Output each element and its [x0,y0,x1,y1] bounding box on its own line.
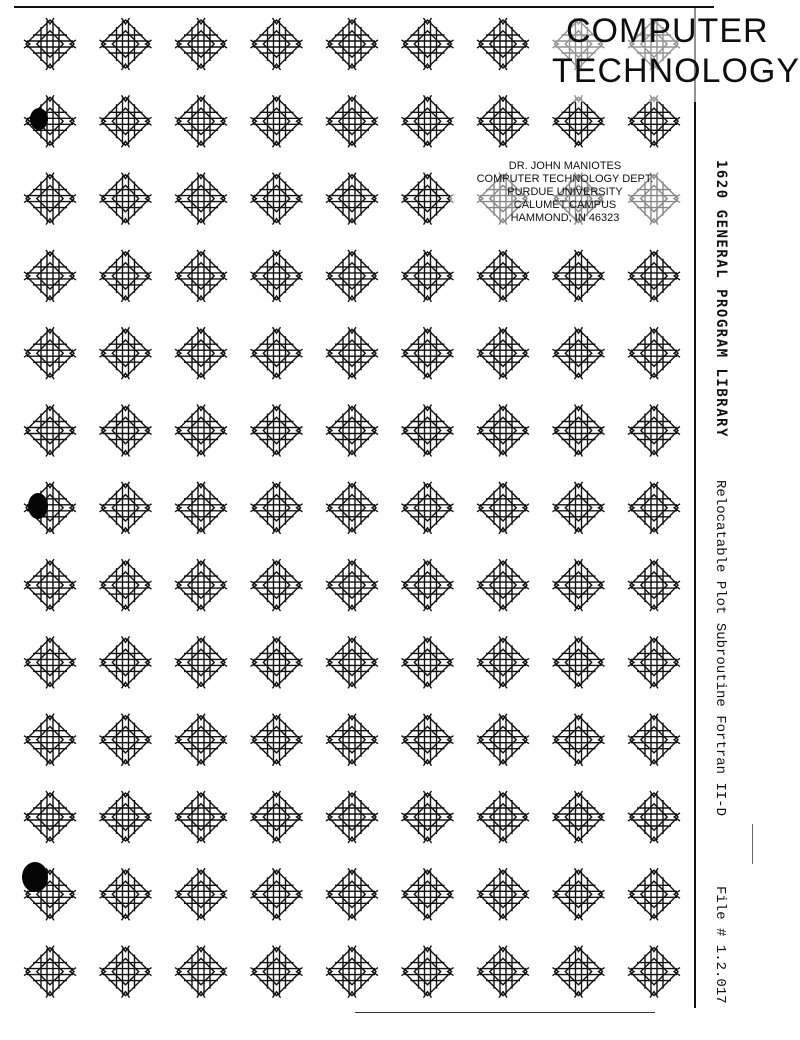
stamp-line-name: DR. JOHN MANIOTES [508,160,622,172]
diamond-lattice-icon [251,327,303,379]
address-stamp [450,160,680,225]
diamond-lattice-icon [326,95,378,147]
diamond-lattice-icon [24,791,76,843]
diamond-lattice-icon [251,946,303,998]
diamond-lattice-icon [477,95,529,147]
diamond-lattice-icon [100,95,152,147]
diamond-lattice-icon [100,791,152,843]
diamond-lattice-icon [402,327,454,379]
diamond-lattice-icon [326,714,378,766]
diamond-lattice-icon [628,250,680,302]
diamond-lattice-icon [402,173,454,225]
diamond-lattice-icon [100,405,152,457]
diamond-lattice-icon [477,791,529,843]
diamond-lattice-icon [628,946,680,998]
diamond-lattice-icon [100,327,152,379]
diamond-lattice-icon [24,173,76,225]
diamond-lattice-icon [251,559,303,611]
spine-rule [694,8,696,1008]
spine-series-title: 1620 GENERAL PROGRAM LIBRARY [713,160,729,439]
diamond-lattice-icon [251,18,303,70]
diamond-lattice-icon [628,791,680,843]
diamond-lattice-icon [628,405,680,457]
diamond-lattice-icon [100,868,152,920]
stamp-line-city: HAMMOND, IN 46323 [510,212,620,224]
diamond-lattice-icon [175,95,227,147]
diamond-lattice-icon [477,636,529,688]
diamond-lattice-icon [477,482,529,534]
diamond-lattice-icon [402,791,454,843]
diamond-lattice-icon [175,482,227,534]
diamond-lattice-icon [402,405,454,457]
diamond-lattice-icon [326,791,378,843]
diamond-lattice-icon [24,636,76,688]
diamond-lattice-icon [628,714,680,766]
diamond-lattice-icon [402,18,454,70]
diamond-lattice-icon [175,946,227,998]
diamond-lattice-icon [251,95,303,147]
diamond-lattice-icon [251,405,303,457]
diamond-lattice-icon [402,636,454,688]
spine-document-title: Relocatable Plot Subroutine Fortran II-D [712,480,728,817]
diamond-lattice-icon [553,250,605,302]
diamond-lattice-icon [628,482,680,534]
diamond-lattice-icon [24,327,76,379]
diamond-lattice-icon [326,327,378,379]
diamond-lattice-icon [628,636,680,688]
diamond-lattice-icon [24,405,76,457]
diamond-lattice-icon [628,559,680,611]
diamond-lattice-icon [24,250,76,302]
punch-hole-middle [28,493,48,519]
diamond-lattice-icon [100,250,152,302]
diamond-lattice-icon [175,327,227,379]
punch-hole-top [30,108,48,130]
diamond-lattice-icon [251,636,303,688]
diamond-lattice-icon [24,946,76,998]
diamond-lattice-icon [251,250,303,302]
diamond-lattice-icon [175,173,227,225]
diamond-lattice-icon [326,636,378,688]
diamond-lattice-icon [326,405,378,457]
diamond-lattice-icon [175,791,227,843]
diamond-lattice-icon [402,714,454,766]
diamond-lattice-icon [402,946,454,998]
edge-mark [752,824,753,864]
diamond-lattice-icon [100,946,152,998]
brand-logo [548,8,800,102]
brand-line-technology: TECHNOLOGY [552,52,800,90]
diamond-lattice-icon [553,405,605,457]
diamond-lattice-icon [100,559,152,611]
diamond-lattice-icon [175,18,227,70]
diamond-lattice-icon [628,327,680,379]
diamond-lattice-icon [553,791,605,843]
diamond-lattice-icon [326,482,378,534]
diamond-lattice-icon [175,714,227,766]
diamond-lattice-icon [100,173,152,225]
brand-line-computer: COMPUTER [566,12,769,50]
stamp-line-department: COMPUTER TECHNOLOGY DEPT. [476,173,654,185]
diamond-lattice-icon [100,18,152,70]
diamond-lattice-icon [326,18,378,70]
diamond-lattice-icon [251,482,303,534]
diamond-lattice-icon [628,868,680,920]
diamond-lattice-icon [402,95,454,147]
diamond-lattice-icon [477,327,529,379]
diamond-lattice-icon [175,868,227,920]
diamond-lattice-icon [553,946,605,998]
spine-label [709,160,733,1040]
diamond-lattice-icon [553,636,605,688]
diamond-lattice-icon [175,405,227,457]
diamond-lattice-icon [477,868,529,920]
diamond-lattice-icon [175,559,227,611]
diamond-lattice-icon [251,868,303,920]
diamond-lattice-icon [251,791,303,843]
diamond-lattice-icon [402,559,454,611]
diamond-lattice-icon [175,636,227,688]
diamond-lattice-icon [326,173,378,225]
diamond-lattice-icon [326,250,378,302]
diamond-lattice-icon [100,482,152,534]
diamond-lattice-icon [326,559,378,611]
diamond-lattice-icon [24,559,76,611]
bottom-rule [355,1012,655,1013]
diamond-lattice-icon [251,173,303,225]
diamond-lattice-icon [24,714,76,766]
punch-hole-bottom [22,862,48,892]
diamond-lattice-icon [553,95,605,147]
diamond-lattice-icon [553,868,605,920]
diamond-lattice-icon [553,714,605,766]
diamond-lattice-icon [100,636,152,688]
stamp-line-university: PURDUE UNIVERSITY [507,186,623,198]
diamond-lattice-icon [24,18,76,70]
diamond-lattice-icon [326,946,378,998]
diamond-lattice-icon [100,714,152,766]
diamond-lattice-icon [477,18,529,70]
diamond-lattice-icon [477,946,529,998]
diamond-lattice-icon [477,405,529,457]
diamond-lattice-icon [553,559,605,611]
diamond-lattice-icon [553,482,605,534]
diamond-lattice-icon [402,482,454,534]
diamond-lattice-icon [553,327,605,379]
diamond-lattice-icon [628,95,680,147]
diamond-lattice-icon [251,714,303,766]
diamond-lattice-icon [402,868,454,920]
spine-file-number: File # 1.2.017 [712,886,728,1004]
stamp-line-campus: CALUMET CAMPUS [513,199,617,211]
diamond-lattice-icon [477,250,529,302]
diamond-lattice-icon [477,559,529,611]
diamond-lattice-icon [326,868,378,920]
diamond-lattice-icon [402,250,454,302]
diamond-lattice-icon [477,714,529,766]
diamond-lattice-icon [175,250,227,302]
